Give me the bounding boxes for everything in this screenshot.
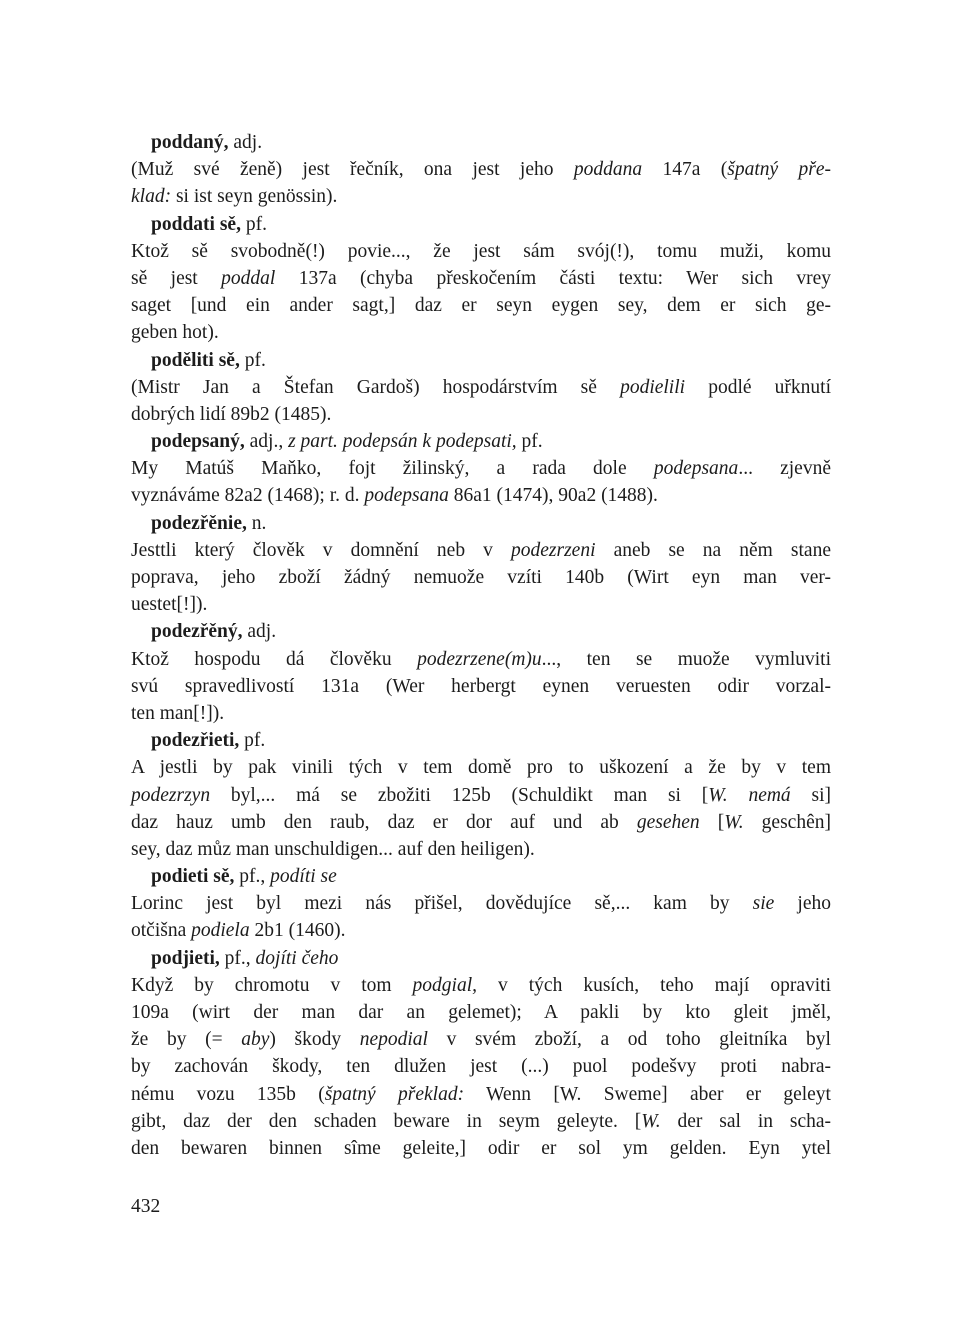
entry-text-line [131,482,831,509]
text-segment: geschên] [743,811,831,833]
italic-text: aby [241,1029,270,1051]
italic-text: sie [752,893,775,915]
text-segment: Jesttli který člověk v domnění neb v [131,539,511,561]
entry-text-line [131,700,831,727]
entry-text-line [131,183,831,210]
entry-text-line [131,836,831,863]
italic-text: špatný pře- [727,159,831,181]
text-segment: si] [790,784,832,806]
text-segment: Wenn [W. Sweme] aber er geleyt [464,1083,831,1105]
text-segment: Ktož sě svobodně(!) povie..., že jest sám svój(!), tomu muži, komu [131,240,831,262]
entry-text-line [131,537,831,564]
italic-text: poddal [221,267,276,289]
text-segment: Když by chromotu v tom [131,974,413,996]
entry-headword-line [131,618,831,645]
text-segment: 147a ( [642,159,728,181]
text-segment: jeho [774,893,831,915]
entry-text-line [131,265,831,292]
text-segment: gibt, daz der den schaden beware in seym geleyte. [ [131,1110,642,1132]
italic-text: podezrzene(m)u [417,648,542,670]
text-segment: [ [699,811,725,833]
headword: podezřieti, [151,730,240,752]
headword: poděliti sě, [151,349,240,371]
text-segment: by zachován škody, ten dlužen jest (...) puol podešvy proti nabra- [131,1056,831,1078]
entry-text-line [131,1053,831,1080]
entry-text-line [131,238,831,265]
page-number: 432 [131,1196,161,1217]
italic-text: gesehen [636,811,700,833]
entry-text-line [131,319,831,346]
text-segment: si ist seyn genössin). [171,186,338,208]
text-segment: dobrých lidí 89b2 (1485). [131,403,332,425]
text-segment: otčišna [131,920,192,942]
text-segment: ) škody [269,1029,360,1051]
italic-text: klad: [131,186,172,208]
text-segment: My Matúš Maňko, fojt žilinský, a rada dole [131,458,654,480]
headword: podezřěný, [151,621,243,643]
entry-headword-line [131,129,831,156]
entry-text-line [131,591,831,618]
entry-text-line [131,1081,831,1108]
italic-text: podezrzyn [131,784,211,806]
text-segment: A jestli by pak vinili tých v tem domě pro to uškození a že by v tem [131,757,831,779]
entry-text-line [131,374,831,401]
text-segment: (Muž své ženě) jest řečník, ona jest jeho [131,159,574,181]
text-segment: der sal in scha- [660,1110,832,1132]
entry-text-line [131,809,831,836]
text-segment: v tých kusích, teho mají opraviti [477,974,831,996]
headword: podieti sě, [151,866,235,888]
text-segment: svú spravedlivostí 131a (Wer herbergt eynen veruesten odir vorzal- [131,675,831,697]
entry-text-line [131,673,831,700]
text-segment: že by (= [131,1029,242,1051]
text-segment: pf., [234,866,271,888]
text-segment: byl,... má se zbožiti 125b (Schuldikt man si [ [210,784,709,806]
text-segment: Ktož hospodu dá člověku [131,648,418,670]
headword: poddati sě, [151,213,241,235]
entry-text-line [131,754,831,781]
italic-text: W. [724,811,744,833]
italic-text: W. nemá [708,784,791,806]
entry-headword-line [131,347,831,374]
entry-headword-line [131,211,831,238]
text-segment: ..., ten se muože vymluviti [541,648,831,670]
italic-text: podiela [191,920,250,942]
entry-text-line [131,156,831,183]
entry-headword-line [131,510,831,537]
entry-headword-line [131,727,831,754]
italic-text: podgial, [412,974,478,996]
dictionary-entries [131,129,831,1162]
headword: podepsaný, [151,431,245,453]
text-segment: uestet[!]). [131,594,208,616]
entry-text-line [131,455,831,482]
entry-text-line [131,564,831,591]
text-segment: 2b1 (1460). [249,920,346,942]
text-segment: 86a1 (1474), 90a2 (1488). [448,485,658,507]
text-segment: pf. [516,431,543,453]
italic-text: nepodial [359,1029,428,1051]
entry-text-line [131,1108,831,1135]
text-segment: geben hot). [131,322,219,344]
entry-text-line [131,646,831,673]
italic-text: podielili [620,376,686,398]
italic-text: podepsana [653,458,739,480]
entry-text-line [131,1135,831,1162]
text-segment: podlé uřknutí [685,376,831,398]
text-segment: v svém zboží, a od toho gleitníka byl [427,1029,831,1051]
headword: podjieti, [151,947,220,969]
entry-headword-line [131,428,831,455]
text-segment: pf. [239,349,266,371]
text-segment: (Mistr Jan a Štefan Gardoš) hospodárstvím sě [131,376,621,398]
text-segment: adj., [244,431,289,453]
italic-text: podezrzeni [511,539,596,561]
headword: podezřěnie, [151,512,247,534]
text-segment: ... zjevně [738,458,831,480]
text-segment: adj. [228,132,263,153]
text-segment: pf. [239,730,266,752]
italic-text: podíti se [270,866,337,888]
text-segment: aneb se na něm stane [595,539,831,561]
entry-text-line [131,999,831,1026]
text-segment: pf. [240,213,267,235]
text-segment: sě jest [131,267,222,289]
text-segment: saget [und ein ander sagt,] daz er seyn eygen sey, dem er sich ge- [131,295,831,317]
entry-text-line [131,1026,831,1053]
italic-text: poddana [573,159,643,181]
headword: poddaný, [151,132,229,153]
text-segment: n. [246,512,267,534]
entry-headword-line [131,863,831,890]
entry-text-line [131,401,831,428]
text-segment: 109a (wirt der man dar an gelemet); A pakli by kto gleit jměl, [131,1002,831,1023]
entry-text-line [131,972,831,999]
italic-text: špatný překlad: [324,1083,465,1105]
entry-headword-line [131,945,831,972]
text-segment: daz hauz umb den raub, daz er dor auf und ab [131,811,637,833]
entry-text-line [131,917,831,944]
italic-text: podepsana [364,485,449,507]
text-segment: poprava, jeho zboží žádný nemuože vzíti 140b (Wirt eyn man ver- [131,567,831,588]
entry-text-line [131,782,831,809]
text-segment: Lorinc jest byl mezi nás přišel, dovědujíce sě,... kam by [131,893,753,915]
text-segment: vyznáváme 82a2 (1468); r. d. [131,485,365,507]
italic-text: z part. podepsán k podepsati, [288,431,517,453]
italic-text: dojíti čeho [255,947,339,969]
italic-text: W. [641,1110,661,1132]
text-segment: den bewaren binnen sîme geleite,] odir er sol ym gelden. Eyn ytel [131,1137,831,1159]
text-segment: adj. [242,621,277,643]
text-segment: nému vozu 135b ( [131,1083,325,1105]
entry-text-line [131,292,831,319]
text-segment: 137a (chyba přeskočením části textu: Wer sich vrey [275,267,831,289]
text-segment: pf., [219,947,256,969]
entry-text-line [131,890,831,917]
text-segment: sey, daz můz man unschuldigen... auf den heiligen). [131,838,535,860]
text-segment: ten man[!]). [131,702,225,724]
